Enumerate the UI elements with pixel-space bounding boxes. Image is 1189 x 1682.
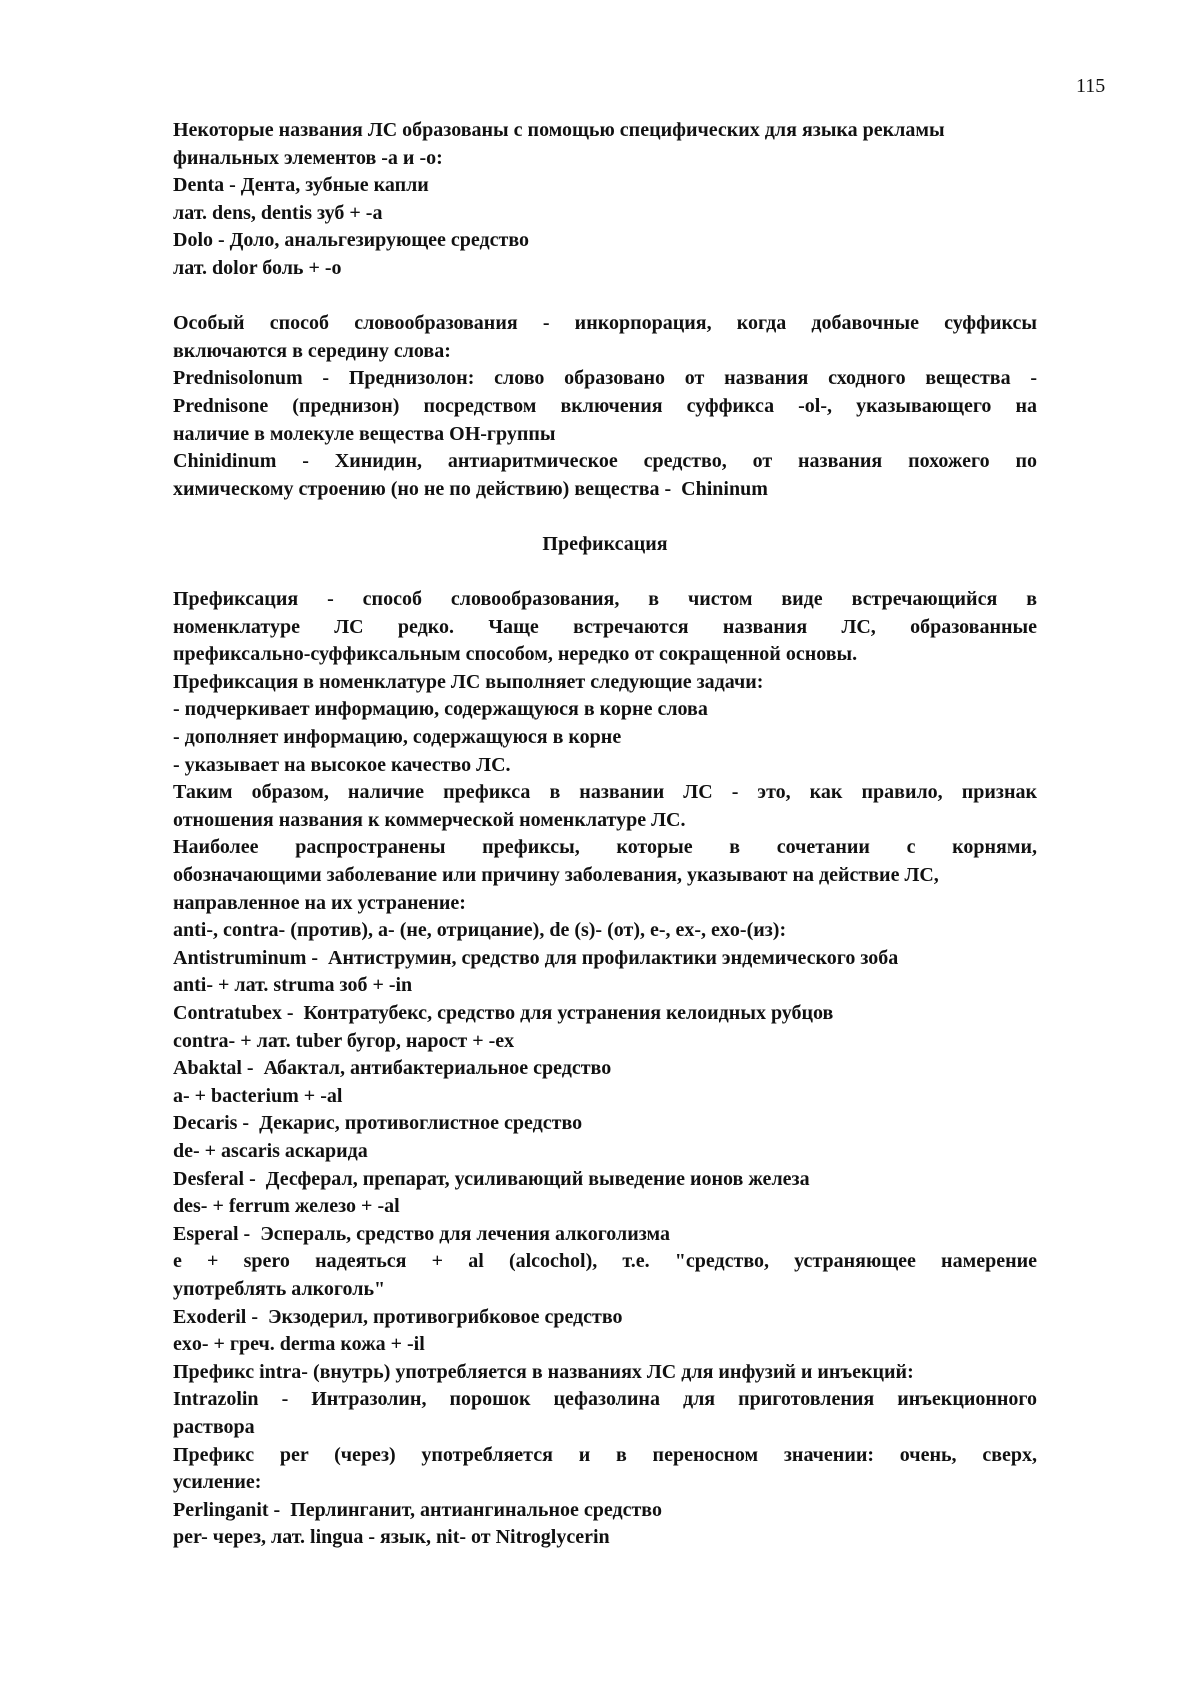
text-line: префиксально-суффиксальным способом, нередко от сокращенной основы. — [173, 643, 858, 666]
text-line: Префиксация - способ словообразования, в чистом виде встречающийся в — [173, 588, 1037, 611]
text-line: des- + ferrum железо + -al — [173, 1195, 400, 1218]
text-line: Esperal - Эспераль, средство для лечения алкоголизма — [173, 1222, 670, 1245]
text-line: Decaris - Декарис, противоглистное средство — [173, 1112, 583, 1135]
text-line: Chinidinum - Хинидин, антиаритмическое средство, от названия похожего по — [173, 450, 1037, 473]
text-line: - дополняет информацию, содержащуюся в корне — [173, 726, 622, 749]
text-line: Префиксация в номенклатуре ЛС выполняет следующие задачи: — [173, 670, 764, 693]
text-line: усиление: — [173, 1471, 262, 1494]
text-line: Особый способ словообразования - инкорпорация, когда добавочные суффиксы — [173, 312, 1037, 335]
text-line: направленное на их устранение: — [173, 891, 466, 914]
text-line: per- через, лат. lingua - язык, nit- от Nitroglycerin — [173, 1526, 610, 1549]
text-line: anti- + лат. struma зоб + -in — [173, 974, 413, 997]
document-body — [173, 117, 1037, 1552]
text-line: de- + ascaris аскарида — [173, 1139, 368, 1162]
text-line: лат. dens, dentis зуб + -а — [173, 201, 383, 224]
text-line: Antistruminum - Антиструмин, средство для профилактики эндемического зоба — [173, 946, 899, 969]
text-line: Contratubex - Контратубекс, средство для устранения келоидных рубцов — [173, 1002, 834, 1024]
text-line: наличие в молекуле вещества ОН-группы — [173, 422, 556, 445]
paragraph-gap — [173, 283, 1037, 311]
text-line: - указывает на высокое качество ЛС. — [173, 753, 511, 776]
text-line: Таким образом, наличие префикса в названии ЛС - это, как правило, признак — [173, 781, 1037, 804]
section-title: Префиксация — [542, 532, 668, 555]
text-line: exo- + греч. derma кожа + -il — [173, 1333, 425, 1356]
paragraph-gap — [173, 559, 1037, 587]
text-line: contra- + лат. tuber бугор, нарост + -ex — [173, 1029, 515, 1052]
text-line: Perlinganit - Перлинганит, антиангинальное средство — [173, 1498, 662, 1521]
paragraph-gap — [173, 503, 1037, 531]
text-line: химическому строению (но не по действию) вещества - Chininum — [173, 477, 768, 500]
text-line: Intrazolin - Интразолин, порошок цефазолина для приготовления инъекционного — [173, 1388, 1037, 1411]
text-line: Наиболее распространены префиксы, которые в сочетании с корнями, — [173, 836, 1037, 859]
text-line: Denta - Дента, зубные капли — [173, 174, 429, 197]
text-line: Dolo - Доло, анальгезирующее средство — [173, 229, 530, 252]
text-line: Некоторые названия ЛС образованы с помощью специфических для языка рекламы — [173, 119, 945, 141]
text-line: номенклатуре ЛС редко. Чаще встречаются названия ЛС, образованные — [173, 615, 1037, 638]
text-line: Prednisolonum - Преднизолон: слово образовано от названия сходного вещества - — [173, 367, 1037, 390]
text-line: употреблять алкоголь" — [173, 1277, 386, 1300]
text-line: включаются в середину слова: — [173, 339, 451, 362]
text-line: Префикс intra- (внутрь) употребляется в названиях ЛС для инфузий и инъекций: — [173, 1360, 914, 1383]
text-line: Desferal - Десферал, препарат, усиливающий выведение ионов железа — [173, 1167, 810, 1190]
text-line: a- + bacterium + -al — [173, 1084, 343, 1107]
text-line: обозначающими заболевание или причину заболевания, указывают на действие ЛС, — [173, 864, 939, 887]
page-number: 115 — [1076, 75, 1106, 97]
text-line: Abaktal - Абактал, антибактериальное средство — [173, 1057, 612, 1080]
text-line: раствора — [173, 1415, 255, 1438]
text-line: anti-, contra- (против), a- (не, отрицание), de (s)- (от), e-, ex-, exo-(из): — [173, 919, 787, 942]
text-line: Exoderil - Экзодерил, противогрибковое средство — [173, 1305, 623, 1328]
text-line: лат. dolor боль + -о — [173, 256, 342, 279]
text-line: Префикс per (через) употребляется и в переносном значении: очень, сверх, — [173, 1443, 1037, 1466]
text-line: финальных элементов -а и -о: — [173, 146, 443, 169]
text-line: Prednisone (преднизон) посредством включения суффикса -ol-, указывающего на — [173, 394, 1037, 417]
text-line: e + spero надеяться + al (alcochol), т.е. "средство, устраняющее намерение — [173, 1250, 1037, 1273]
text-line: - подчеркивает информацию, содержащуюся в корне слова — [173, 698, 708, 721]
text-line: отношения названия к коммерческой номенклатуре ЛС. — [173, 808, 686, 831]
